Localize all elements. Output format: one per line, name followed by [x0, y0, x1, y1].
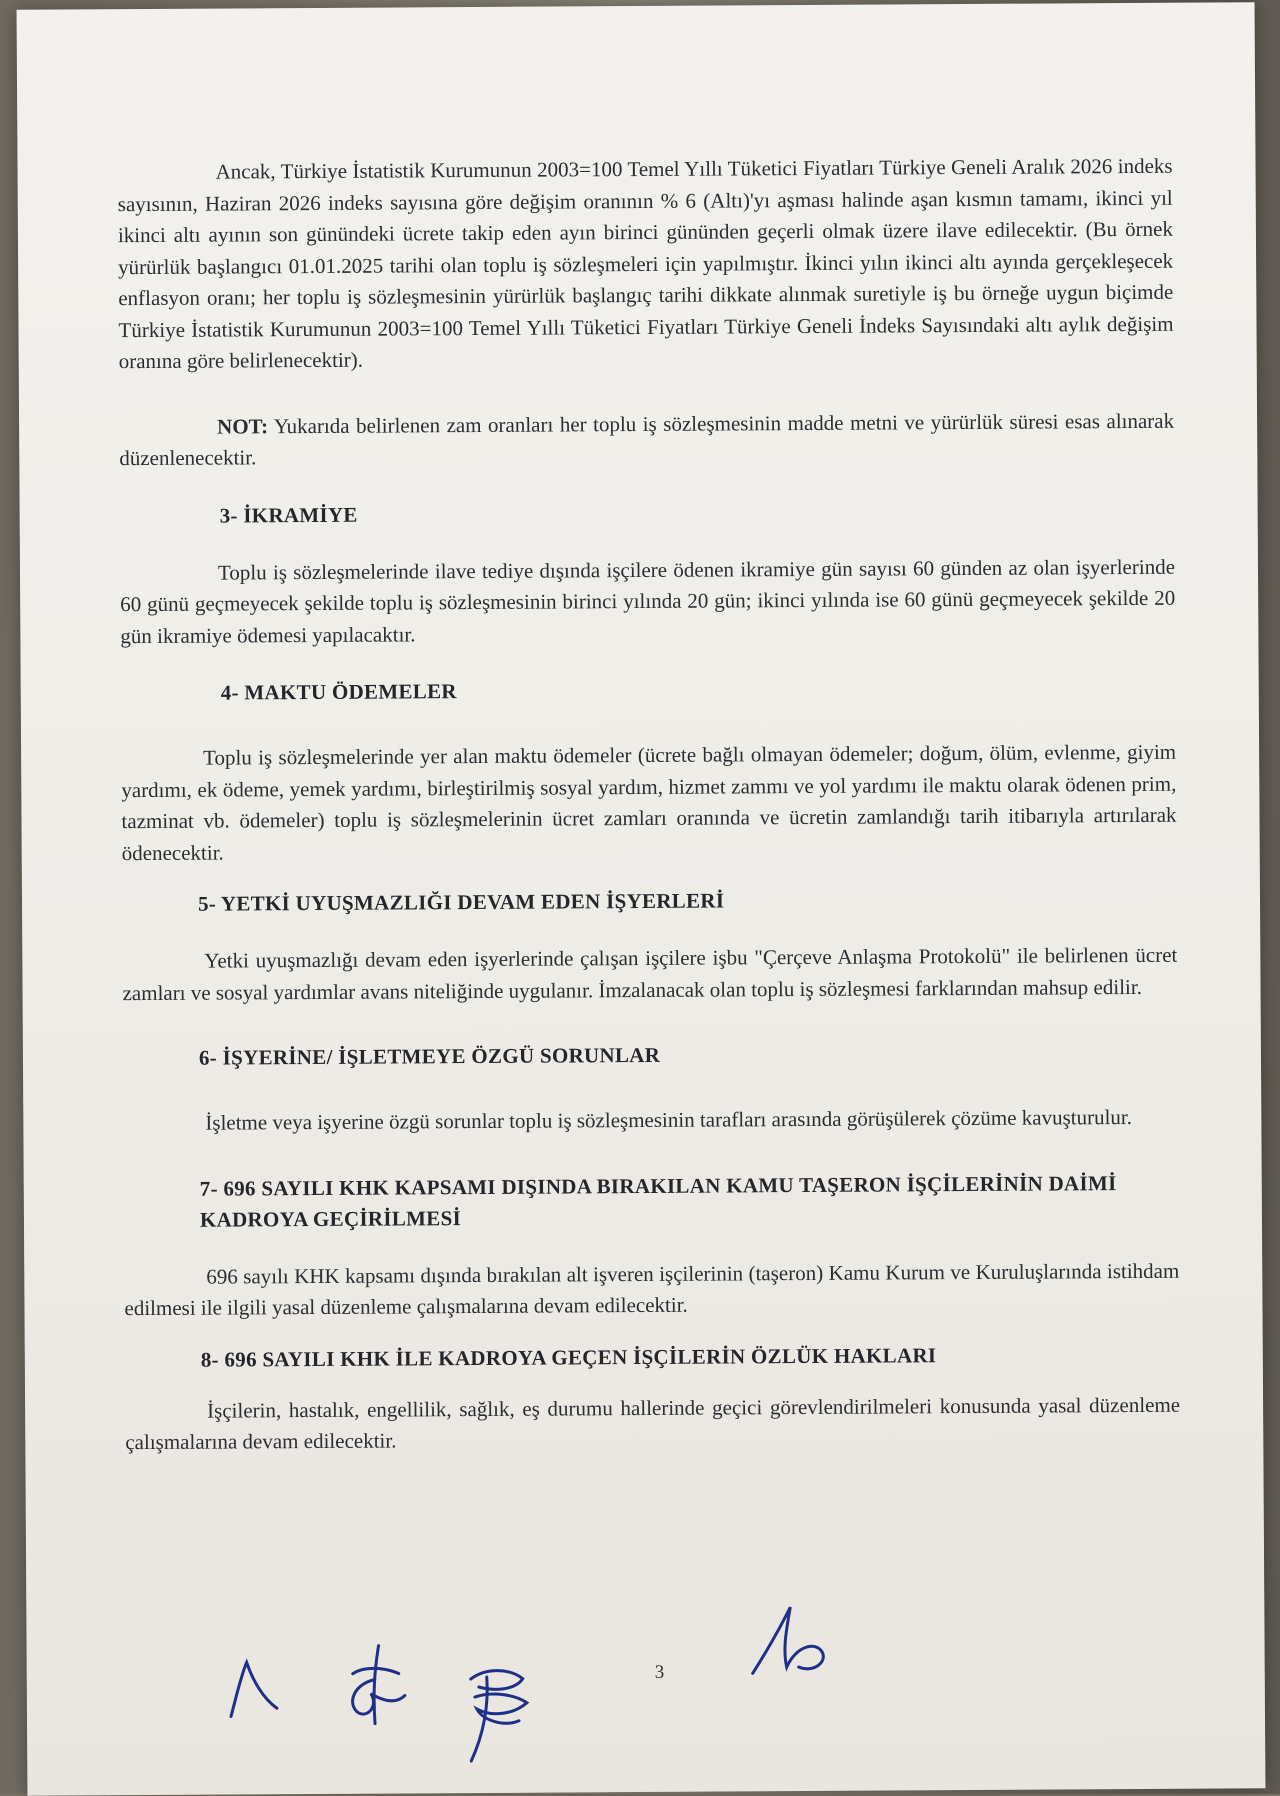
- inflation-paragraph: Ancak, Türkiye İstatistik Kurumunun 2003=100 Temel Yıllı Tüketici Fiyatları Türkiye Geneli Aralık 2026 indeks sayısının, Haziran 2026 indeks sayısına göre değişim oranının % 6 (Altı)'yı aşması halinde aşan kısmın tamamı, ikinci yıl ikinci altı ayının son günündeki ücrete takip eden ayın birinci gününden geçerli olmak üzere ilave edilecektir. (Bu örnek yürürlük başlangıcı 01.01.2025 tarihi olan toplu iş sözleşmeleri için yapılmıştır. İkinci yılın ikinci altı ayında gerçekleşecek enflasyon oranı; her toplu iş sözleşmesinin yürürlük başlangıç tarihi dikkate alınmak suretiyle iş bu örneğe uygun biçimde Türkiye İstatistik Kurumunun 2003=100 Temel Yıllı Tüketici Fiyatları Türkiye Geneli İndeks Sayısındaki altı aylık değişim oranına göre belirlenecektir).: [117, 153, 1174, 374]
- note-label: NOT:: [217, 413, 269, 439]
- signature-left-3: [457, 1657, 548, 1773]
- section-body-yetki-uyusmazligi: Yetki uyuşmazlığı devam eden işyerlerinde çalışan işçilere işbu "Çerçeve Anlaşma Protokolü" ile belirlenen ücret zamları ve sosyal yardımlar avans niteliğinde uygulanır. İmzalanacak olan toplu iş sözleşmesi farklarından mahsup edilir.: [122, 942, 1178, 1005]
- document-content: [117, 151, 1180, 1459]
- section-heading-isyerine-ozgu: 6- İŞYERİNE/ İŞLETMEYE ÖZGÜ SORUNLAR: [198, 1042, 661, 1070]
- section-body-maktu-odemeler: Toplu iş sözleşmelerinde yer alan maktu ödemeler (ücrete bağlı olmayan ödemeler; doğum, ölüm, evlenme, giyim yardımı, ek ödeme, yemek yardımı, birleştirilmiş sosyal yardım, hizmet zammı ve yol yardımı ile maktu olarak ödenen prim, tazminat vb. ödemeler) toplu iş sözleşmelerinin ücret zamları oranında ve ücretin zamlandığı tarih itibarıyla artırılarak ödenecektir.: [121, 739, 1177, 865]
- section-body-ozluk-haklari: İşçilerin, hastalık, engellilik, sağlık, eş durumu hallerinde geçici görevlendirilmeleri konusunda yasal düzenleme çalışmalarına devam edilecektir.: [125, 1392, 1181, 1455]
- note-paragraph: [119, 405, 1174, 474]
- section-heading-taseron: 7- 696 SAYILI KHK KAPSAMI DIŞINDA BIRAKILAN KAMU TAŞERON İŞÇİLERİNİN DAİMİ KADROYA GEÇİRİLMESİ: [199, 1170, 1117, 1232]
- section-body-isyerine-ozgu: İşletme veya işyerine özgü sorunlar toplu iş sözleşmesinin tarafları arasında görüşülerek çözüme kavuşturulur.: [205, 1105, 1133, 1135]
- document-page: [17, 2, 1266, 1796]
- signature-right: [746, 1601, 837, 1687]
- note-text: Yukarıda belirlenen zam oranları her toplu iş sözleşmesinin madde metni ve yürürlük süresi esas alınarak düzenlenecektir.: [119, 408, 1175, 471]
- section-body-ikramiye: Toplu iş sözleşmelerinde ilave tediye dışında işçilere ödenen ikramiye gün sayısı 60 günden az olan işyerlerinde 60 günü geçmeyecek şekilde toplu iş sözleşmesinin birinci yılında 20 gün; ikinci yılında ise 60 günü geçmeyecek şekilde 20 gün ikramiye ödemesi yapılacaktır.: [120, 554, 1176, 648]
- page-number: 3: [654, 1661, 665, 1683]
- section-heading-ozluk-haklari: 8- 696 SAYILI KHK İLE KADROYA GEÇEN İŞÇİLERİN ÖZLÜK HAKLARI: [200, 1342, 937, 1372]
- section-heading-yetki-uyusmazligi: 5- YETKİ UYUŞMAZLIĞI DEVAM EDEN İŞYERLERİ: [197, 888, 725, 916]
- section-heading-ikramiye: 3- İKRAMİYE: [219, 502, 358, 528]
- signature-left-1: [225, 1654, 285, 1729]
- section-body-taseron: 696 sayılı KHK kapsamı dışında bırakılan alt işveren işçilerinin (taşeron) Kamu Kurum ve Kuruluşlarında istihdam edilmesi ile ilgili yasal düzenleme çalışmalarına devam edilecektir.: [124, 1258, 1180, 1321]
- signature-left-2: [335, 1639, 416, 1734]
- section-heading-maktu-odemeler: 4- MAKTU ÖDEMELER: [220, 679, 457, 705]
